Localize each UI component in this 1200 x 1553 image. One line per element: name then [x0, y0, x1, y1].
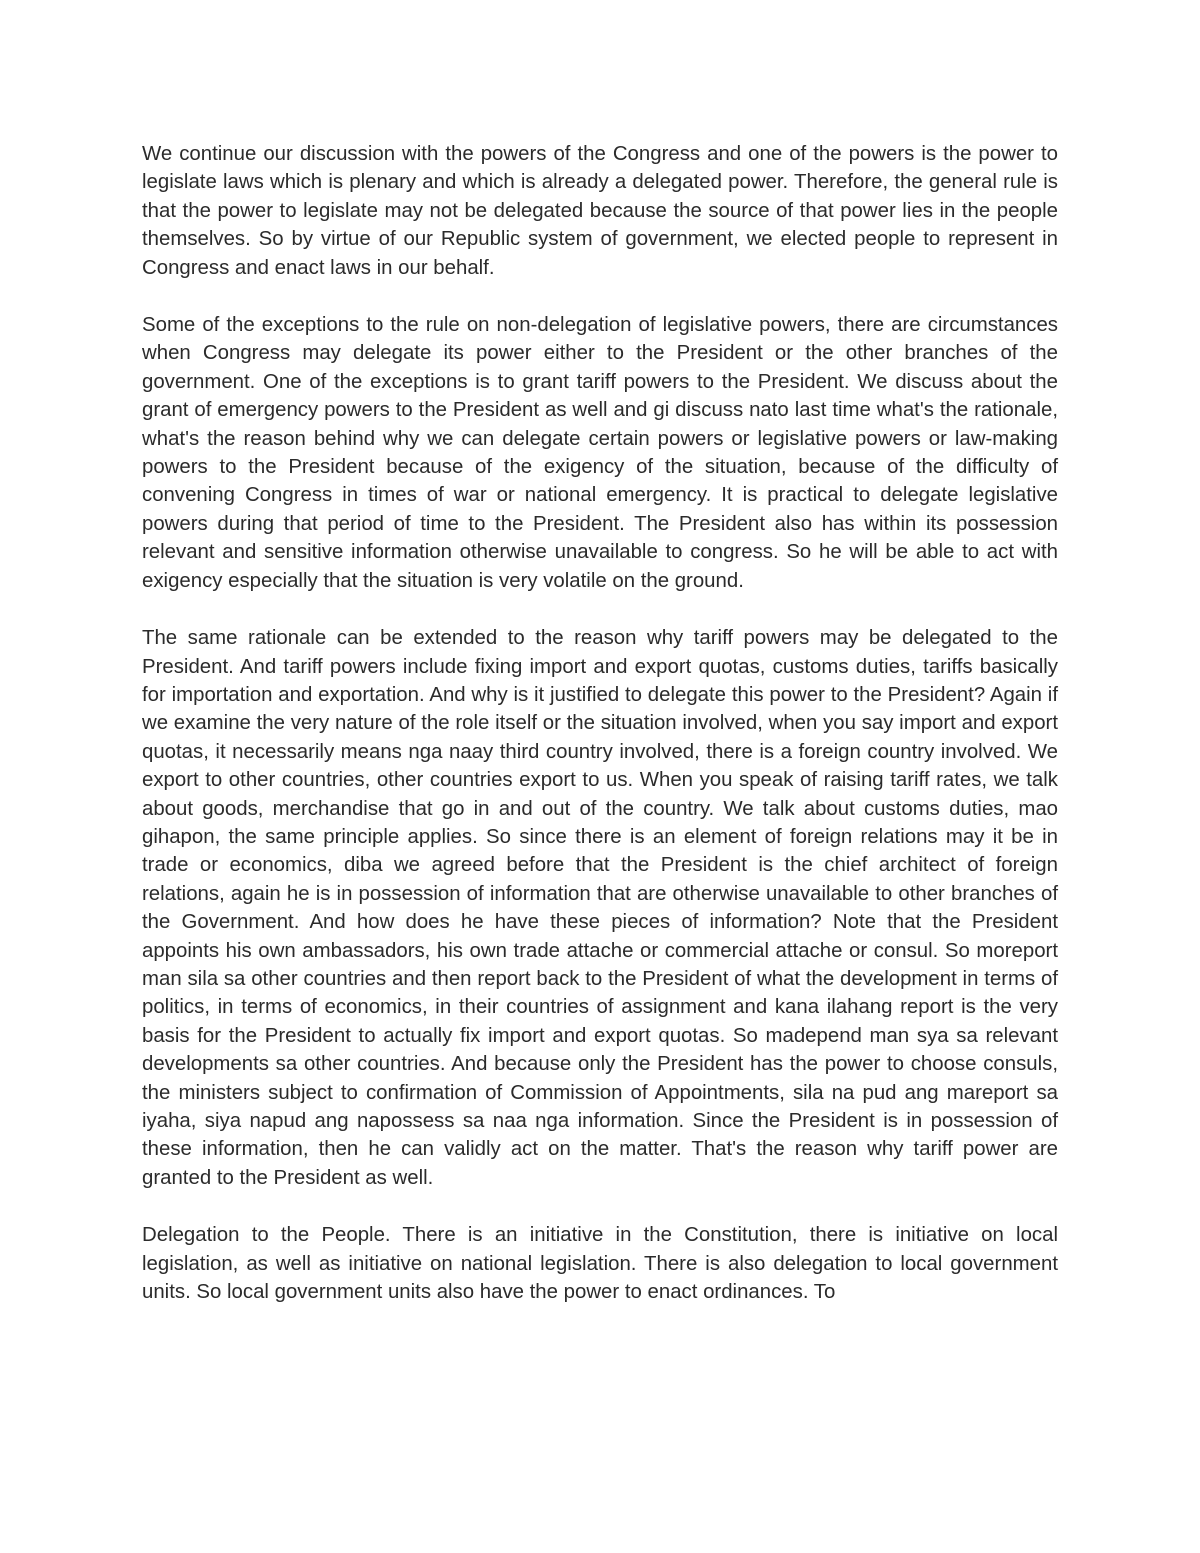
paragraph-1: We continue our discussion with the powers of the Congress and one of the powers is the power to legislate laws which is plenary and which is already a delegated power. Therefore, the general rule is that the power to legislate may not be delegated because the source of that power lies in the people themselves. So by virtue of our Republic system of government, we elected people to represent in Congress and enact laws in our behalf. [142, 143, 1058, 279]
paragraph-2: Some of the exceptions to the rule on non-delegation of legislative powers, there are circumstances when Congress may delegate its power either to the President or the other branches of the government. One of the exceptions is to grant tariff powers to the President. We discuss about the grant of emergency powers to the President as well and gi discuss nato last time what's the rationale, what's the reason behind why we can delegate certain powers or legislative powers or law-making powers to the President because of the exigency of the situation, because of the difficulty of convening Congress in times of war or national emergency. It is practical to delegate legislative powers during that period of time to the President. The President also has within its possession relevant and sensitive information otherwise unavailable to congress. So he will be able to act with exigency especially that the situation is very volatile on the ground. [142, 314, 1058, 592]
paragraph-3: The same rationale can be extended to the reason why tariff powers may be delegated to the President. And tariff powers include fixing import and export quotas, customs duties, tariffs basically for importation and exportation. And why is it justified to delegate this power to the President? Again if we examine the very nature of the role itself or the situation involved, when you say import and export quotas, it necessarily means nga naay third country involved, there is a foreign country involved. We export to other countries, other countries export to us. When you speak of raising tariff rates, we talk about goods, merchandise that go in and out of the country. We talk about customs duties, mao gihapon, the same principle applies. So since there is an element of foreign relations may it be in trade or economics, diba we agreed before that the President is the chief architect of foreign relations, again he is in possession of information that are otherwise unavailable to other branches of the Government. And how does he have these pieces of information? Note that the President appoints his own ambassadors, his own trade attache or commercial attache or consul. So moreport man sila sa other countries and then report back to the President of what the development in terms of politics, in terms of economics, in their countries of assignment and kana ilahang report is the very basis for the President to actually fix import and export quotas. So madepend man sya sa relevant developments sa other countries. And because only the President has the power to choose consuls, the ministers subject to confirmation of Commission of Appointments, sila na pud ang mareport sa iyaha, siya napud ang napossess sa naa nga information. Since the President is in possession of these information, then he can validly act on the matter. That's the reason why tariff power are granted to the President as well. [142, 627, 1058, 1189]
paragraph-4: Delegation to the People. There is an initiative in the Constitution, there is initiative on local legislation, as well as initiative on national legislation. There is also delegation to local government units. So local government units also have the power to enact ordinances. To [142, 1224, 1058, 1304]
document-body [142, 140, 1058, 1335]
